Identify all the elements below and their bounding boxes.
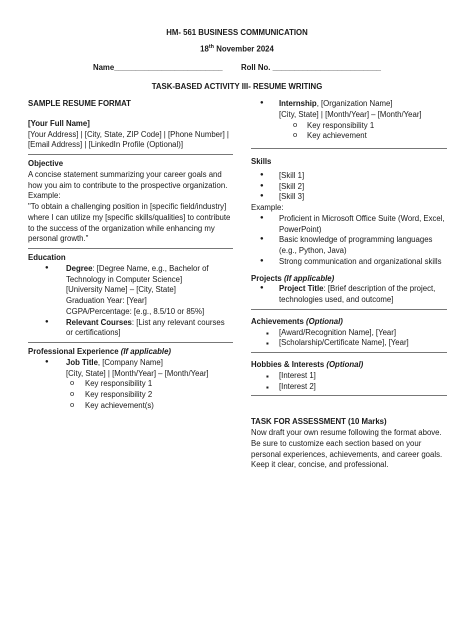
objective-text: A concise statement summarizing your career goals and how you aim to contribute to the prospective organization.: [28, 169, 228, 190]
course-title: HM- 561 BUSINESS COMMUNICATION: [166, 28, 308, 37]
job-item: [28, 358, 233, 380]
graduation-year: Graduation Year: [Year]: [66, 296, 147, 305]
skills-heading: Skills: [251, 157, 272, 166]
internship-item: [251, 99, 447, 121]
name-roll-line: [0, 63, 474, 74]
date-suffix: th: [208, 44, 215, 50]
contact-details: [Your Address] | [City, State, ZIP Code] | [Phone Number] | [Email Address] | [LinkedIn Profile (Optional)]: [28, 129, 229, 150]
hobbies-heading-text: Hobbies & Interests: [251, 360, 327, 369]
skill-item: ● [Skill 2]: [251, 182, 447, 193]
education-degree-item: [28, 264, 233, 318]
date-day: 18: [200, 44, 209, 54]
roll-field: _________________________: [272, 63, 382, 72]
roll-label: Roll No.: [240, 63, 273, 72]
skill-example: ● Basic knowledge of programming languages (e.g., Python, Java): [251, 235, 447, 257]
objective-heading: Objective: [28, 159, 64, 168]
internship-label: Internship: [279, 99, 317, 108]
skill-example: ● Strong communication and organizational skills: [251, 257, 447, 268]
education-courses-item: [28, 318, 233, 340]
university: [University Name] – [City, State]: [66, 285, 176, 295]
degree-label: Degree: [66, 263, 93, 273]
project-item: [251, 284, 447, 306]
job-responsibility: o Key responsibility 1: [28, 379, 233, 390]
sample-title: SAMPLE RESUME FORMAT: [28, 99, 131, 108]
courses-label: Relevant Courses: [66, 317, 132, 327]
hobbies-heading: [251, 360, 447, 371]
skill-item: ● [Skill 1]: [251, 171, 447, 182]
internship-org: , [Organization Name]: [316, 99, 393, 108]
skill-example: ● Proficient in Microsoft Office Suite (Word, Excel, PowerPoint): [251, 214, 447, 236]
courses-text: : [List any relevant courses or certifications]: [66, 317, 225, 338]
degree-text: : [Degree Name, e.g., Bachelor of Technology in Computer Science]: [66, 263, 209, 284]
internship-achievement: o Key achievement: [251, 131, 447, 142]
date-rest: November 2024: [214, 44, 274, 54]
name-field: _________________________: [114, 63, 223, 72]
project-description: : [Brief description of the project, technologies used, and outcome]: [279, 284, 436, 304]
internship-responsibility: o Key responsibility 1: [251, 121, 447, 132]
achievement-item: ▪ [Scholarship/Certificate Name], [Year]: [251, 338, 447, 349]
divider: [28, 342, 233, 343]
skill-item: ● [Skill 3]: [251, 192, 447, 203]
job-company: , [Company Name]: [97, 357, 163, 367]
divider: [251, 352, 447, 353]
achievements-heading-note: (Optional): [306, 316, 343, 326]
objective-example: "To obtain a challenging position in [specific field/industry] where I can utilize my [specific skills/qualities] to contribute to the success of the organization while enhancing my personal growth.": [28, 202, 231, 244]
experience-heading: [28, 347, 233, 358]
left-column: [28, 99, 233, 412]
task-text: Now draft your own resume following the format above. Be sure to customize each section based on your personal experiences, achievements, and career goals. Keep it clear, concise, and professional.: [251, 428, 443, 470]
job-responsibility: o Key responsibility 2: [28, 390, 233, 401]
right-column: [251, 99, 447, 471]
interest-item: ▪ [Interest 2]: [251, 382, 447, 393]
objective-example-label: Example:: [28, 191, 61, 201]
job-achievement: o Key achievement(s): [28, 401, 233, 412]
experience-heading-text: Professional Experience: [28, 347, 121, 356]
cgpa: CGPA/Percentage: [e.g., 8.5/10 or 85%]: [66, 306, 205, 316]
achievements-heading: [251, 317, 447, 328]
achievement-item: ▪ [Award/Recognition Name], [Year]: [251, 328, 447, 339]
divider: [28, 154, 233, 155]
achievements-heading-text: Achievements: [251, 316, 307, 326]
divider: [28, 248, 233, 249]
experience-heading-note: (If applicable): [120, 347, 172, 356]
interest-item: ▪ [Interest 1]: [251, 371, 447, 382]
job-title-label: Job Title: [66, 357, 98, 367]
divider: [251, 148, 447, 149]
task-heading: TASK FOR ASSESSMENT (10 Marks): [251, 417, 387, 427]
full-name-placeholder: [Your Full Name]: [28, 118, 90, 128]
divider: [251, 309, 447, 310]
project-title-label: Project Title: [279, 284, 324, 294]
projects-heading-text: Projects: [251, 273, 284, 283]
internship-location: [City, State] | [Month/Year] – [Month/Year]: [279, 109, 422, 119]
skills-example-label: Example:: [251, 203, 284, 212]
date-line: [0, 44, 474, 55]
name-label: Name: [92, 63, 115, 72]
projects-heading-note: (If applicable): [283, 273, 335, 283]
activity-title: TASK-BASED ACTIVITY III- RESUME WRITING: [151, 82, 323, 91]
divider: [251, 395, 447, 396]
hobbies-heading-note: (Optional): [326, 360, 364, 369]
job-location: [City, State] | [Month/Year] – [Month/Year]: [66, 368, 209, 378]
projects-heading: [251, 274, 447, 285]
education-heading: Education: [28, 253, 66, 262]
